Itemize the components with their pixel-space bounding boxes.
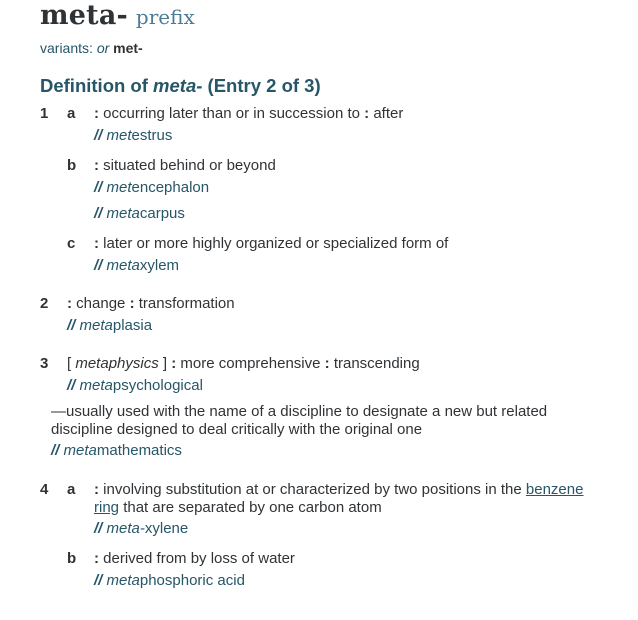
example-3-2: // metamathematics bbox=[51, 442, 182, 459]
definition-1c: : later or more highly organized or specialized form of bbox=[94, 235, 449, 252]
definition-1b: : situated behind or beyond bbox=[94, 157, 276, 174]
example-3-1: // metapsychological bbox=[67, 377, 203, 394]
definition-4a-line-2: ring that are separated by one carbon atom bbox=[94, 499, 382, 516]
example-4a: // meta-xylene bbox=[94, 520, 189, 537]
variants-label: variants: bbox=[40, 40, 93, 56]
definition-2: : change : transformation bbox=[67, 295, 235, 312]
usage-note-line-1: —usually used with the name of a discipline to designate a new but related bbox=[51, 403, 548, 420]
definition-4b: : derived from by loss of water bbox=[94, 550, 295, 567]
example-4b: // metaphosphoric acid bbox=[94, 572, 245, 589]
sense-number-4: 4 bbox=[40, 481, 49, 498]
example-2: // metaplasia bbox=[67, 317, 153, 334]
sense-letter-1a: a bbox=[67, 105, 76, 122]
definition-1a: : occurring later than or in succession to : after bbox=[94, 105, 404, 122]
usage-note-line-2: discipline designed to deal critically with the original one bbox=[51, 421, 423, 438]
example-1a: // metestrus bbox=[94, 127, 173, 144]
headword: meta- bbox=[40, 0, 128, 31]
benzene-ring-link-cont[interactable]: ring bbox=[94, 499, 120, 516]
example-1b-2: // metacarpus bbox=[94, 205, 185, 222]
headword-row bbox=[40, 0, 195, 31]
entry-title: Definition of meta- (Entry 2 of 3) bbox=[40, 75, 321, 96]
sense-letter-4b: b bbox=[67, 550, 77, 567]
variant-form: met- bbox=[113, 40, 143, 56]
variants-or: or bbox=[96, 40, 110, 56]
part-of-speech[interactable]: prefix bbox=[135, 5, 195, 29]
sense-letter-1c: c bbox=[67, 235, 76, 252]
sense-number-2: 2 bbox=[40, 295, 49, 312]
definition-4a-line-1: : involving substitution at or characterized by two positions in the benzene bbox=[94, 481, 584, 498]
sense-letter-1b: b bbox=[67, 157, 77, 174]
sense-number-1: 1 bbox=[40, 105, 49, 122]
definition-3: [ metaphysics ] : more comprehensive : transcending bbox=[67, 355, 420, 372]
sense-number-3: 3 bbox=[40, 355, 49, 372]
example-1b-1: // metencephalon bbox=[94, 179, 210, 196]
benzene-ring-link[interactable]: benzene bbox=[525, 481, 584, 498]
example-1c: // metaxylem bbox=[94, 257, 180, 274]
variants-line bbox=[40, 40, 143, 56]
sense-letter-4a: a bbox=[67, 481, 76, 498]
